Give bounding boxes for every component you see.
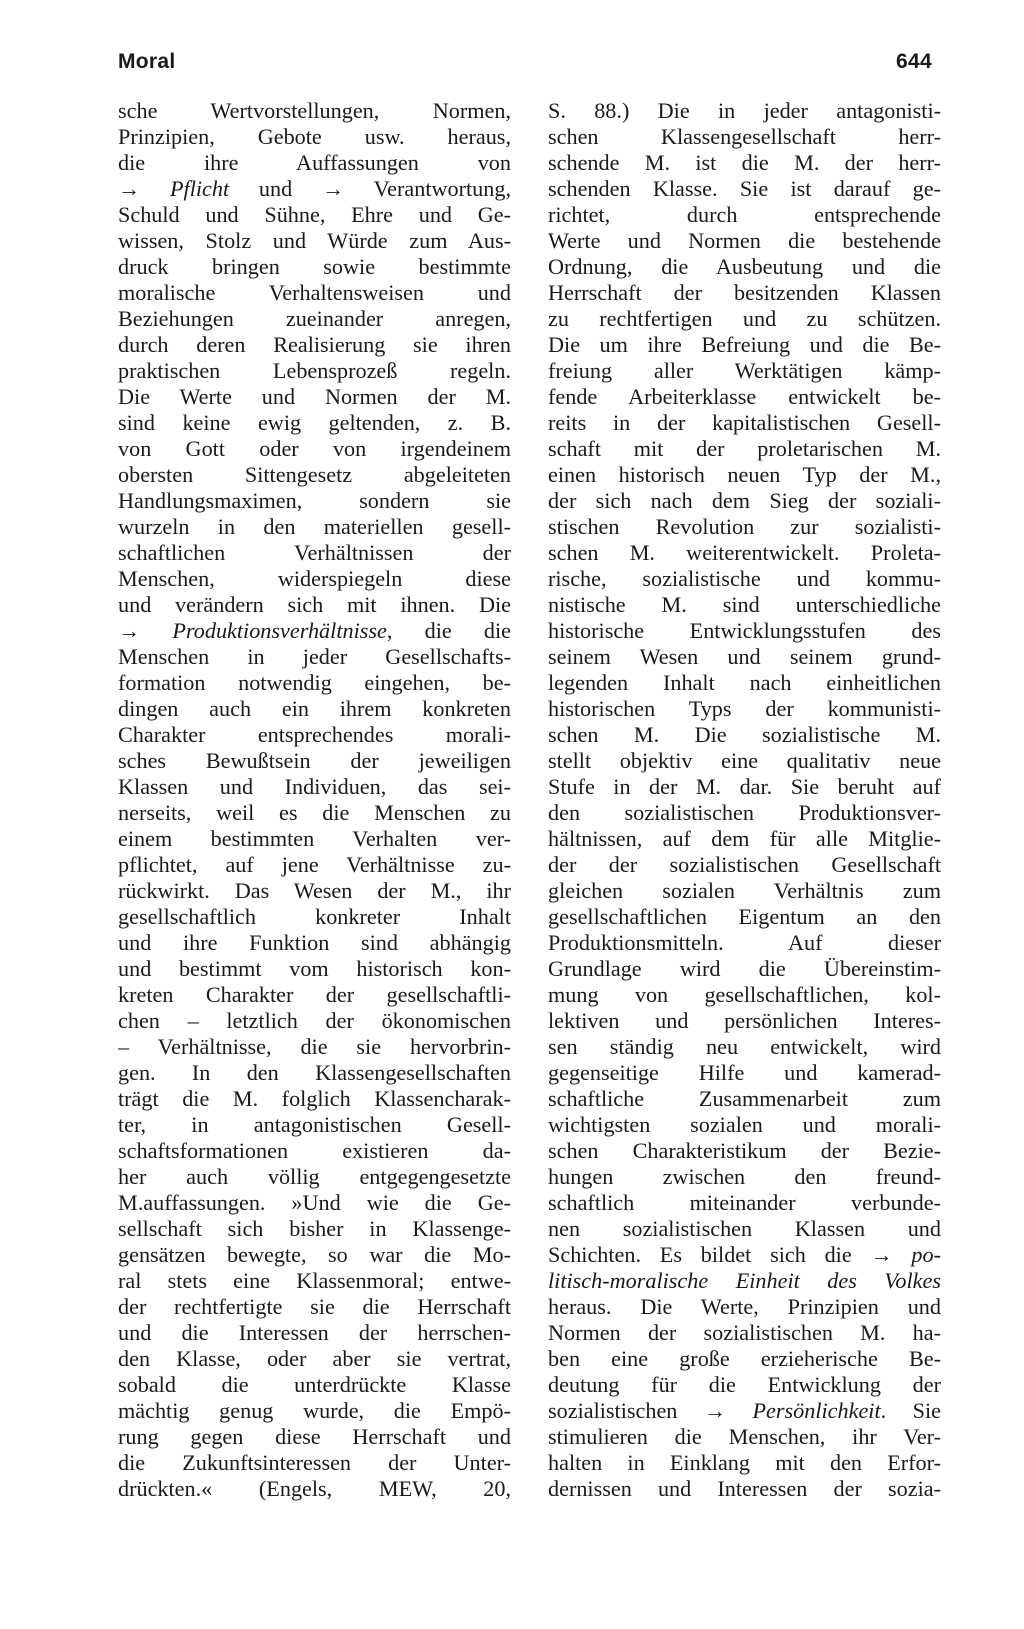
text-line: schaftsformationen existieren da-: [118, 1138, 511, 1163]
text-line: Beziehungen zueinander anregen,: [118, 306, 511, 331]
text-line: heraus. Die Werte, Prinzipien und: [548, 1294, 941, 1319]
text-line: sches Bewußtsein der jeweiligen: [118, 748, 511, 773]
text-line: gesellschaftlichen Eigentum an den: [548, 904, 941, 929]
page-number: 644: [896, 50, 932, 73]
text-line: schaftlich miteinander verbunde-: [548, 1190, 941, 1215]
text-line: rung gegen diese Herrschaft und: [118, 1424, 511, 1449]
text-line: schaft mit der proletarischen M.: [548, 436, 941, 461]
text-line: pflichtet, auf jene Verhältnisse zu-: [118, 852, 511, 877]
text-line: rückwirkt. Das Wesen der M., ihr: [118, 878, 511, 903]
text-line: den Klasse, oder aber sie vertrat,: [118, 1346, 511, 1371]
text-line: ral stets eine Klassenmoral; entwe-: [118, 1268, 511, 1293]
text-line: schen M. weiterentwickelt. Proleta-: [548, 540, 941, 565]
text-line: wichtigsten sozialen und morali-: [548, 1112, 941, 1137]
text-line: nistische M. sind unterschiedliche: [548, 592, 941, 617]
text-line: mächtig genug wurde, die Empö-: [118, 1398, 511, 1423]
text-line: nen sozialistischen Klassen und: [548, 1216, 941, 1241]
text-line: schen Charakteristikum der Bezie-: [548, 1138, 941, 1163]
text-line: von Gott oder von irgendeinem: [118, 436, 511, 461]
text-line: Handlungsmaximen, sondern sie: [118, 488, 511, 513]
text-line: obersten Sittengesetz abgeleiteten: [118, 462, 511, 487]
text-line: S. 88.) Die in jeder antagonisti-: [548, 98, 941, 123]
text-line: wissen, Stolz und Würde zum Aus-: [118, 228, 511, 253]
text-line: Prinzipien, Gebote usw. heraus,: [118, 124, 511, 149]
text-line: Produktionsmitteln. Auf dieser: [548, 930, 941, 955]
text-line: Schuld und Sühne, Ehre und Ge-: [118, 202, 511, 227]
text-line: drückten.« (Engels, MEW, 20,: [118, 1476, 511, 1501]
text-line: Stufe in der M. dar. Sie beruht auf: [548, 774, 941, 799]
text-line: moralische Verhaltensweisen und: [118, 280, 511, 305]
text-line: einen historisch neuen Typ der M.,: [548, 462, 941, 487]
text-line: Herrschaft der besitzenden Klassen: [548, 280, 941, 305]
text-line: Charakter entsprechendes morali-: [118, 722, 511, 747]
text-line: den sozialistischen Produktionsver-: [548, 800, 941, 825]
text-line: und verändern sich mit ihnen. Die: [118, 592, 511, 617]
text-line: durch deren Realisierung sie ihren: [118, 332, 511, 357]
text-line: sozialistischen → Persönlichkeit. Sie: [548, 1398, 941, 1423]
text-line: der rechtfertigte sie die Herrschaft: [118, 1294, 511, 1319]
text-line: Die um ihre Befreiung und die Be-: [548, 332, 941, 357]
text-line: stimulieren die Menschen, ihr Ver-: [548, 1424, 941, 1449]
text-line: her auch völlig entgegengesetzte: [118, 1164, 511, 1189]
text-line: – Verhältnisse, die sie hervorbrin-: [118, 1034, 511, 1059]
text-line: chen – letztlich der ökonomischen: [118, 1008, 511, 1033]
text-line: wurzeln in den materiellen gesell-: [118, 514, 511, 539]
text-column-right: [548, 98, 941, 1502]
text-line: stellt objektiv eine qualitativ neue: [548, 748, 941, 773]
text-line: trägt die M. folglich Klassencharak-: [118, 1086, 511, 1111]
text-line: praktischen Lebensprozeß regeln.: [118, 358, 511, 383]
text-line: reits in der kapitalistischen Gesell-: [548, 410, 941, 435]
text-line: zu rechtfertigen und zu schützen.: [548, 306, 941, 331]
text-line: freiung aller Werktätigen kämp-: [548, 358, 941, 383]
text-line: schenden Klasse. Sie ist darauf ge-: [548, 176, 941, 201]
text-line: lektiven und persönlichen Interes-: [548, 1008, 941, 1033]
text-line: legenden Inhalt nach einheitlichen: [548, 670, 941, 695]
text-line: → Pflicht und → Verantwortung,: [118, 176, 511, 201]
text-line: halten in Einklang mit den Erfor-: [548, 1450, 941, 1475]
text-line: dernissen und Interessen der sozia-: [548, 1476, 941, 1501]
text-line: sobald die unterdrückte Klasse: [118, 1372, 511, 1397]
running-head-title: Moral: [118, 50, 176, 73]
text-line: seinem Wesen und seinem grund-: [548, 644, 941, 669]
text-line: M.auffassungen. »Und wie die Ge-: [118, 1190, 511, 1215]
text-line: dingen auch ein ihrem konkreten: [118, 696, 511, 721]
text-line: einem bestimmten Verhalten ver-: [118, 826, 511, 851]
text-line: litisch-moralische Einheit des Volkes: [548, 1268, 941, 1293]
text-line: historische Entwicklungsstufen des: [548, 618, 941, 643]
text-line: Ordnung, die Ausbeutung und die: [548, 254, 941, 279]
text-line: gesellschaftlich konkreter Inhalt: [118, 904, 511, 929]
text-line: schende M. ist die M. der herr-: [548, 150, 941, 175]
text-line: → Produktionsverhältnisse, die die: [118, 618, 511, 643]
text-line: gen. In den Klassengesellschaften: [118, 1060, 511, 1085]
text-line: richtet, durch entsprechende: [548, 202, 941, 227]
text-line: deutung für die Entwicklung der: [548, 1372, 941, 1397]
text-line: hältnissen, auf dem für alle Mitglie-: [548, 826, 941, 851]
text-line: Die Werte und Normen der M.: [118, 384, 511, 409]
text-line: und die Interessen der herrschen-: [118, 1320, 511, 1345]
text-line: schaftliche Zusammenarbeit zum: [548, 1086, 941, 1111]
text-line: Klassen und Individuen, das sei-: [118, 774, 511, 799]
text-line: historischen Typs der kommunisti-: [548, 696, 941, 721]
text-line: gensätzen bewegte, so war die Mo-: [118, 1242, 511, 1267]
text-line: sen ständig neu entwickelt, wird: [548, 1034, 941, 1059]
text-line: druck bringen sowie bestimmte: [118, 254, 511, 279]
text-line: ter, in antagonistischen Gesell-: [118, 1112, 511, 1137]
text-line: formation notwendig eingehen, be-: [118, 670, 511, 695]
text-line: fende Arbeiterklasse entwickelt be-: [548, 384, 941, 409]
text-line: rische, sozialistische und kommu-: [548, 566, 941, 591]
text-line: die Zukunftsinteressen der Unter-: [118, 1450, 511, 1475]
text-line: der der sozialistischen Gesellschaft: [548, 852, 941, 877]
text-line: gleichen sozialen Verhältnis zum: [548, 878, 941, 903]
text-line: und bestimmt vom historisch kon-: [118, 956, 511, 981]
text-line: Menschen in jeder Gesellschafts-: [118, 644, 511, 669]
text-line: die ihre Auffassungen von: [118, 150, 511, 175]
text-line: kreten Charakter der gesellschaftli-: [118, 982, 511, 1007]
text-line: mung von gesellschaftlichen, kol-: [548, 982, 941, 1007]
text-line: Grundlage wird die Übereinstim-: [548, 956, 941, 981]
text-line: schen Klassengesellschaft herr-: [548, 124, 941, 149]
text-line: sche Wertvorstellungen, Normen,: [118, 98, 511, 123]
text-line: der sich nach dem Sieg der soziali-: [548, 488, 941, 513]
text-line: nerseits, weil es die Menschen zu: [118, 800, 511, 825]
text-line: schen M. Die sozialistische M.: [548, 722, 941, 747]
text-line: ben eine große erzieherische Be-: [548, 1346, 941, 1371]
text-line: sellschaft sich bisher in Klassenge-: [118, 1216, 511, 1241]
text-line: Schichten. Es bildet sich die → po-: [548, 1242, 941, 1267]
text-line: und ihre Funktion sind abhängig: [118, 930, 511, 955]
text-line: stischen Revolution zur sozialisti-: [548, 514, 941, 539]
text-line: gegenseitige Hilfe und kamerad-: [548, 1060, 941, 1085]
text-line: Menschen, widerspiegeln diese: [118, 566, 511, 591]
text-line: sind keine ewig geltenden, z. B.: [118, 410, 511, 435]
text-line: schaftlichen Verhältnissen der: [118, 540, 511, 565]
text-column-left: [118, 98, 511, 1502]
text-line: Normen der sozialistischen M. ha-: [548, 1320, 941, 1345]
text-line: Werte und Normen die bestehende: [548, 228, 941, 253]
text-line: hungen zwischen den freund-: [548, 1164, 941, 1189]
